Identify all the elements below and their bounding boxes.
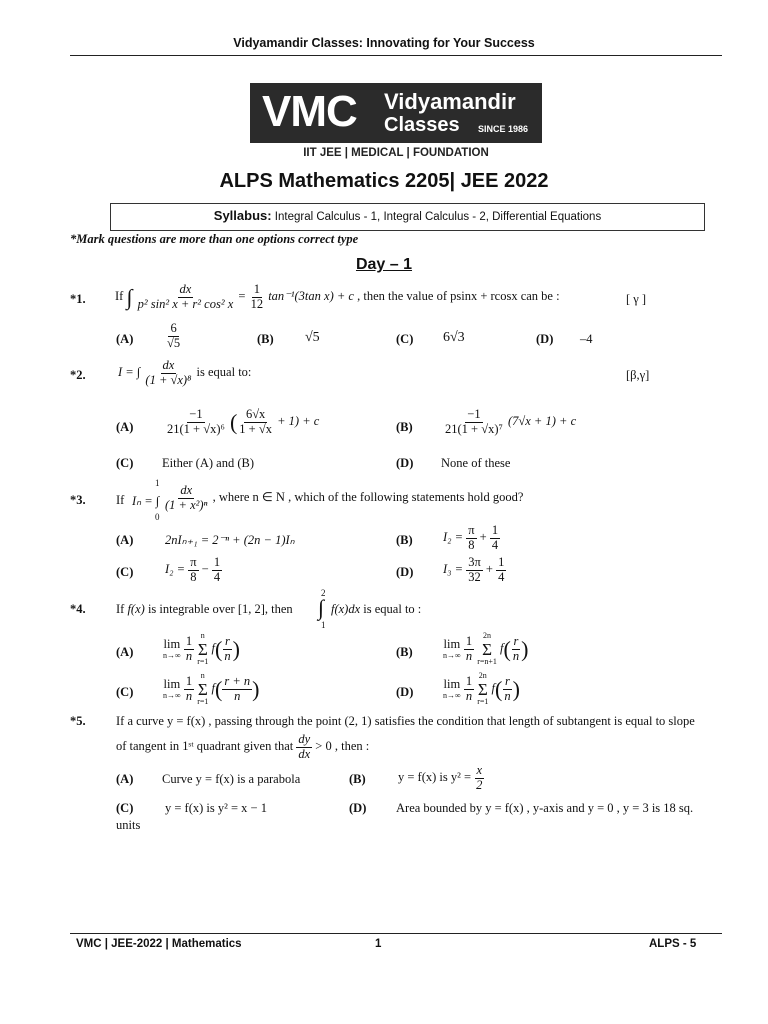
lim-sub: n→∞ <box>163 650 181 660</box>
lim-sub: n→∞ <box>163 690 181 700</box>
sigma-icon: Σ <box>482 639 492 659</box>
q5-opt-a: Curve y = f(x) is a parabola <box>162 772 301 786</box>
sum-bot: r=1 <box>197 656 209 666</box>
lim-text: lim <box>163 637 181 652</box>
q1-coef-num: 1 <box>253 282 260 296</box>
q4-upper-limit: 2 <box>321 588 326 598</box>
q1-if: If <box>115 289 124 304</box>
q3-opt-b-a-den: 8 <box>468 537 475 552</box>
q3-opt-b-b-den: 4 <box>491 537 499 552</box>
q1-opt-a-label: (A) <box>116 332 134 346</box>
paren-close: ) <box>512 676 520 702</box>
q1-coef-den: 12 <box>250 296 264 311</box>
q2-opt-d: None of these <box>441 456 511 470</box>
q5-line2 <box>116 733 369 762</box>
paren-open: ( <box>229 409 238 435</box>
header-title: Vidyamandir Classes: Innovating for Your Success <box>233 36 535 50</box>
q1-int-num: dx <box>179 282 192 296</box>
paren-close: ) <box>232 636 240 662</box>
sum-top: 2n <box>483 631 492 640</box>
q5-opt-c-label: (C) <box>116 801 134 815</box>
lim-text: lim <box>443 677 461 692</box>
q3-opt-d-lhs: I₃ = <box>443 562 464 577</box>
coef-den: n <box>465 648 473 663</box>
f-symbol: f <box>491 681 495 696</box>
q4-fx: f(x) <box>127 602 145 616</box>
q1-eq: = <box>238 289 246 304</box>
coef-num: 1 <box>185 674 193 689</box>
arg-num: r <box>513 634 519 649</box>
q2-opt-b-rest: (7√x + 1) + c <box>507 414 577 429</box>
q2-opt-a-factor <box>165 408 227 437</box>
q4-opt-b <box>443 632 528 667</box>
q1-answer: [ γ ] <box>626 292 647 306</box>
q5-opt-b-num: x <box>476 763 483 777</box>
q2-opt-b-fnum: −1 <box>467 407 481 421</box>
q3-opt-c-lhs: I₂ = <box>165 562 186 577</box>
q4-opt-a-arg <box>222 635 232 664</box>
q1-rhs: tan⁻¹(3tan x) + c <box>268 289 354 304</box>
q1-opt-d: –4 <box>580 332 593 346</box>
q3-tail: , where n ∈ N , which of the following statements hold good? <box>212 490 524 505</box>
logo-name-line1: Vidyamandir <box>384 89 516 114</box>
arg-den: n <box>504 688 511 703</box>
q3-opt-c-b-den: 4 <box>213 569 221 584</box>
q2-lhs: I = ∫ <box>118 365 141 380</box>
q3-opt-d-b-den: 4 <box>498 569 505 584</box>
q4-lower-limit: 1 <box>321 620 326 630</box>
document-title: ALPS Mathematics 2205| JEE 2022 <box>219 170 549 192</box>
footer-rule <box>70 933 722 934</box>
paren-close: ) <box>521 636 529 662</box>
day-heading: Day – 1 <box>355 256 413 273</box>
q4-opt-d-arg <box>502 675 512 704</box>
q2-int-num: dx <box>162 358 175 372</box>
arg-num: r <box>225 634 230 649</box>
sum-top: n <box>200 671 205 680</box>
integral-sign: ∫ <box>126 284 133 310</box>
arg-num: r + n <box>224 674 251 689</box>
q3-number: *3. <box>70 493 86 507</box>
q4-number: *4. <box>70 602 86 616</box>
q3-opt-a: 2nIₙ₊₁ = 2⁻ⁿ + (2n − 1)Iₙ <box>165 533 295 547</box>
q2-opt-a-fnum: −1 <box>189 407 203 421</box>
q5-line1: If a curve y = f(x) , passing through the point (2, 1) satisfies the condition that length of subtangent is equal to slope <box>116 714 695 728</box>
q4-opt-b-label: (B) <box>396 645 413 659</box>
q4-opt-a-sum <box>197 632 208 667</box>
q5-d-num: dy <box>298 732 311 746</box>
q1-opt-c-label: (C) <box>396 332 414 346</box>
q4-tail: is equal to : <box>363 602 422 616</box>
q3-opt-b-op: + <box>479 530 487 545</box>
arg-num: r <box>505 674 510 689</box>
multi-correct-note: *Mark questions are more than one options correct type <box>70 232 359 246</box>
q1-opt-a-num: 6 <box>170 321 177 335</box>
q2-opt-b <box>443 408 576 437</box>
q3-lhs: Iₙ = ∫ <box>132 494 160 508</box>
q4-opt-b-arg <box>511 635 521 664</box>
f-symbol: f <box>500 641 504 656</box>
coef-num: 1 <box>465 674 473 689</box>
q4-opt-d <box>443 672 520 707</box>
q2-opt-a-fden: 21(1 + √x)⁶ <box>167 421 225 436</box>
q2-opt-b-label: (B) <box>396 420 413 434</box>
vmc-logo <box>250 83 542 143</box>
sum-bot: r=1 <box>197 696 209 706</box>
lim-text: lim <box>163 677 181 692</box>
q1-opt-b: √5 <box>305 330 320 345</box>
q1-opt-a-frac <box>165 322 182 351</box>
q3-opt-b-label: (B) <box>396 533 413 547</box>
q3-opt-b-lhs: I₂ = <box>443 530 464 545</box>
q5-opt-b <box>398 764 484 793</box>
q1-number: *1. <box>70 292 86 306</box>
q4-integrand-wrap <box>331 602 421 617</box>
q3-opt-d-a-num: 3π <box>468 555 481 569</box>
q5-opt-d: Area bounded by y = f(x) , y-axis and y = 0 , y = 3 is 18 sq. <box>396 801 694 815</box>
q5-opt-b-den: 2 <box>476 777 483 792</box>
q3-lower-limit: 0 <box>155 512 160 522</box>
coef-den: n <box>185 648 193 663</box>
q3-opt-d-b <box>496 556 506 585</box>
q3-opt-c-op: − <box>201 562 209 577</box>
q1-integrand <box>136 283 236 312</box>
q2-tail: is equal to: <box>196 365 252 380</box>
q4-opt-c-label: (C) <box>116 685 134 699</box>
sigma-icon: Σ <box>477 679 488 699</box>
syllabus-text: Integral Calculus - 1, Integral Calculus - 2, Differential Equations <box>274 211 602 223</box>
q3-opt-c-a-den: 8 <box>190 569 197 584</box>
q4-statement <box>116 602 293 617</box>
lim-sub: n→∞ <box>443 690 461 700</box>
q5-line2b: > 0 , then : <box>315 739 370 754</box>
q4-opt-c-coef <box>184 675 194 704</box>
q4-opt-a-coef <box>184 635 194 664</box>
logo-name-line2: Classes <box>384 114 460 136</box>
q4-opt-a-label: (A) <box>116 645 134 659</box>
sum-bot: r=n+1 <box>477 656 497 666</box>
q2-opt-a-pden: 1 + √x <box>239 421 272 436</box>
f-symbol: f <box>211 681 215 696</box>
q3-opt-d-op: + <box>485 562 493 577</box>
q4-opt-c-lim <box>163 678 181 701</box>
q1-opt-c: 6√3 <box>443 330 465 345</box>
q3-opt-b-b <box>490 524 500 553</box>
q1-opt-b-label: (B) <box>257 332 274 346</box>
q4-opt-b-lim <box>443 638 461 661</box>
q3-opt-d-b-num: 1 <box>498 555 505 569</box>
q4-opt-d-sum <box>477 672 488 707</box>
q3-opt-c-b <box>212 556 222 585</box>
q3-upper-limit: 1 <box>155 478 160 488</box>
paren-open: ( <box>215 676 223 702</box>
q2-opt-a-rest: + 1) + c <box>277 414 320 429</box>
q2-opt-b-factor <box>443 408 505 437</box>
sum-top: 2n <box>478 671 487 680</box>
q3-opt-b-a-num: π <box>468 523 475 537</box>
q3-opt-b <box>443 524 500 553</box>
q4-mid: is integrable over [1, 2], then <box>147 602 293 616</box>
coef-num: 1 <box>185 634 193 649</box>
q2-integrand <box>143 359 193 388</box>
arg-den: n <box>512 648 520 663</box>
arg-den: n <box>234 688 241 703</box>
q3-opt-c-label: (C) <box>116 565 134 579</box>
q4-opt-d-coef <box>464 675 474 704</box>
q2-opt-a-label: (A) <box>116 420 134 434</box>
footer-right: ALPS - 5 <box>649 938 697 950</box>
footer-page-number: 1 <box>375 938 382 950</box>
q1-opt-a-den: √5 <box>167 335 181 350</box>
q3-opt-d-a <box>466 556 483 585</box>
q4-opt-c-sum <box>197 672 208 707</box>
q4-if: If <box>116 602 125 616</box>
q2-answer: [β,γ] <box>626 368 650 382</box>
q1-statement <box>115 283 560 312</box>
q2-opt-a-inner <box>237 408 274 437</box>
q4-opt-c <box>163 672 259 707</box>
q2-opt-c: Either (A) and (B) <box>162 456 254 470</box>
sum-top: n <box>200 631 205 640</box>
q3-opt-b-b-num: 1 <box>491 523 499 537</box>
f-symbol: f <box>211 641 215 656</box>
logo-tagline: IIT JEE | MEDICAL | FOUNDATION <box>303 147 489 159</box>
q3-int-den: (1 + x²)ⁿ <box>165 497 208 512</box>
q2-opt-a <box>165 408 319 437</box>
q5-derivative <box>296 733 312 762</box>
q2-statement <box>118 359 251 388</box>
lim-text: lim <box>443 637 461 652</box>
q2-opt-d-label: (D) <box>396 456 414 470</box>
q5-d-den: dx <box>298 746 311 761</box>
q4-opt-b-sum <box>477 632 497 667</box>
q2-opt-a-pnum: 6√x <box>245 407 266 421</box>
q3-opt-d <box>443 556 506 585</box>
q4-opt-d-lim <box>443 678 461 701</box>
q5-opt-c: y = f(x) is y² = x − 1 <box>165 801 267 815</box>
q3-opt-c-b-num: 1 <box>213 555 221 569</box>
header-rule <box>70 55 722 56</box>
q4-opt-c-arg <box>222 675 252 704</box>
coef-den: n <box>465 688 473 703</box>
q5-opt-b-label: (B) <box>349 772 366 786</box>
q5-opt-b-frac <box>474 764 484 793</box>
q5-opt-b-text: y = f(x) is y² = <box>398 770 472 785</box>
q3-opt-b-a <box>466 524 476 553</box>
logo-since: SINCE 1986 <box>478 124 529 134</box>
q3-opt-c-a-num: π <box>190 555 197 569</box>
lim-sub: n→∞ <box>443 650 461 660</box>
footer-left: VMC | JEE-2022 | Mathematics <box>76 938 242 950</box>
paren-open: ( <box>495 676 503 702</box>
q5-number: *5. <box>70 714 86 728</box>
sigma-icon: Σ <box>197 639 208 659</box>
q5-opt-d-label: (D) <box>349 801 367 815</box>
q1-opt-d-label: (D) <box>536 332 554 346</box>
paren-close: ) <box>252 676 260 702</box>
q5-line2a: of tangent in 1ˢᵗ quadrant given that <box>116 739 294 754</box>
arg-den: n <box>224 648 231 663</box>
q3-if: If <box>116 493 125 507</box>
q4-integrand: f(x)dx <box>331 602 361 616</box>
q5-opt-a-label: (A) <box>116 772 134 786</box>
q4-opt-a-lim <box>163 638 181 661</box>
paren-open: ( <box>503 636 511 662</box>
syllabus-line <box>110 208 705 223</box>
q2-number: *2. <box>70 368 86 382</box>
sigma-icon: Σ <box>197 679 208 699</box>
q2-opt-b-fden: 21(1 + √x)⁷ <box>445 421 503 436</box>
q3-opt-a-label: (A) <box>116 533 134 547</box>
q3-opt-d-label: (D) <box>396 565 414 579</box>
coef-den: n <box>185 688 193 703</box>
q4-opt-b-coef <box>464 635 474 664</box>
q3-integrand <box>163 484 210 513</box>
q1-coef <box>249 283 266 312</box>
syllabus-label: Syllabus: <box>213 208 272 223</box>
q1-opt-a <box>165 322 182 351</box>
q3-opt-d-a-den: 32 <box>468 569 481 584</box>
q3-int-num: dx <box>180 483 193 497</box>
q2-opt-c-label: (C) <box>116 456 134 470</box>
sum-bot: r=1 <box>477 696 489 706</box>
q1-int-den: p² sin² x + r² cos² x <box>137 296 234 311</box>
q5-opt-c-wrap: units <box>116 818 141 832</box>
q3-opt-c-a <box>188 556 198 585</box>
q2-int-den: (1 + √x)⁸ <box>145 372 192 387</box>
q4-opt-d-label: (D) <box>396 685 414 699</box>
coef-num: 1 <box>465 634 473 649</box>
q4-integral-sign: ∫ <box>318 595 325 620</box>
q3-integrand-wrap <box>163 484 523 513</box>
logo-mark: VMC <box>262 87 357 136</box>
paren-open: ( <box>215 636 223 662</box>
q3-opt-c <box>165 556 222 585</box>
q4-opt-a <box>163 632 240 667</box>
q1-tail: , then the value of psinx + rcosx can be : <box>357 289 560 304</box>
